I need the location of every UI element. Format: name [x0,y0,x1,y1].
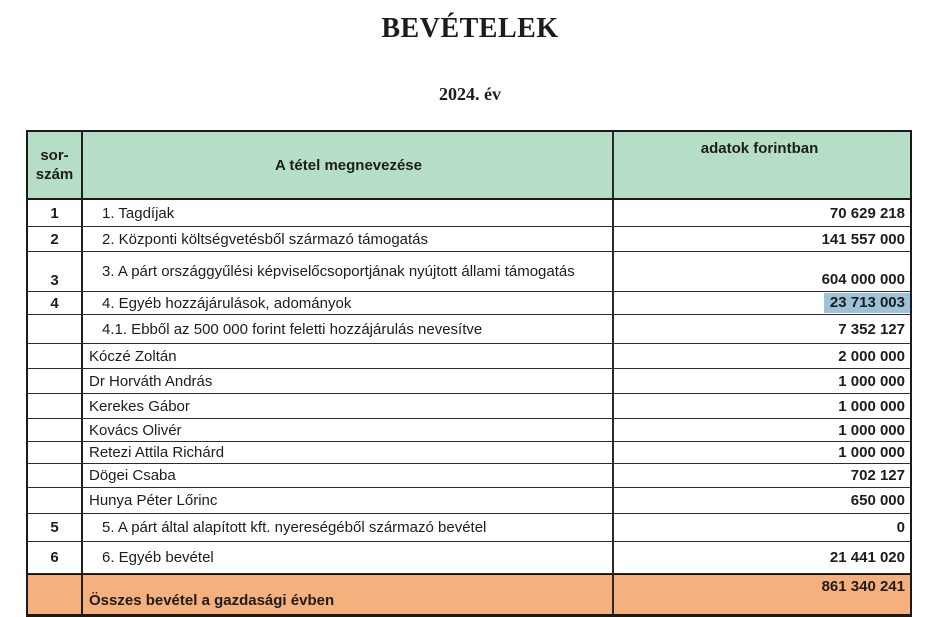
amount-cell: 70 629 218 [829,204,905,222]
row-number-cell: 6 [28,542,83,573]
table-row [28,200,910,227]
table-row [28,315,910,344]
table-row [28,227,910,252]
total-label-cell: Összes bevétel a gazdasági évben [83,575,614,614]
header-amount-unit: adatok forintban [700,140,819,157]
table-row [28,369,910,394]
amount-cell: 21 441 020 [829,549,905,566]
item-cell: 3. A párt országgyűlési képviselőcsoportjának nyújtott állami támogatás [83,252,614,291]
row-number-cell [28,442,83,463]
item-cell: 2. Központi költségvetésből származó támogatás [83,227,614,251]
row-number-cell [28,315,83,343]
revenue-table [26,130,912,617]
amount-cell: 1 000 000 [838,397,905,415]
row-number-cell: 5 [28,514,83,541]
total-row [28,574,910,614]
table-row [28,394,910,419]
amount-cell [614,292,910,314]
row-number-cell [28,464,83,487]
table-row [28,488,910,514]
row-number-cell: 1 [28,200,83,226]
row-number-cell [28,419,83,441]
item-cell: 1. Tagdíjak [83,200,614,226]
row-number-cell [28,344,83,368]
item-cell: 6. Egyéb bevétel [83,542,614,573]
item-cell: 4. Egyéb hozzájárulások, adományok [83,292,614,314]
row-number-cell: 2 [28,227,83,251]
table-row [28,442,910,464]
total-amount-cell: 861 340 241 [821,578,905,595]
item-cell: Kovács Olivér [83,419,614,441]
amount-cell: 604 000 000 [821,271,905,288]
amount-cell: 1 000 000 [838,444,905,461]
row-number-cell [28,394,83,418]
row-number-cell: 4 [28,292,83,314]
row-number-cell [28,488,83,513]
table-row [28,292,910,315]
item-cell: Retezi Attila Richárd [83,442,614,463]
row-number-cell [28,575,83,614]
item-cell: 4.1. Ebből az 500 000 forint feletti hozzájárulás nevesítve [83,315,614,343]
row-number-cell [28,369,83,393]
header-item-name: A tétel megnevezése [83,132,614,198]
table-row [28,344,910,369]
amount-cell: 1 000 000 [838,421,905,439]
item-cell: 5. A párt által alapított kft. nyereségéből származó bevétel [83,514,614,541]
amount-cell: 0 [896,519,905,536]
amount-cell: 702 127 [850,467,905,484]
item-cell: Dr Horváth András [83,369,614,393]
document-title: BEVÉTELEK [381,13,559,44]
year-subtitle: 2024. év [439,84,501,104]
amount-cell: 1 000 000 [838,372,905,390]
item-cell: Hunya Péter Lőrinc [83,488,614,513]
amount-cell: 650 000 [850,492,905,509]
table-row [28,464,910,488]
item-cell: Kóczé Zoltán [83,344,614,368]
header-serial-number: sor- szám [28,132,83,198]
table-header-row [28,132,910,200]
item-cell: Kerekes Gábor [83,394,614,418]
item-cell: Dögei Csaba [83,464,614,487]
table-row [28,514,910,542]
row-number-cell: 3 [28,252,83,291]
table-row [28,419,910,442]
amount-cell: 7 352 127 [838,320,905,338]
highlighted-amount: 23 713 003 [824,293,910,313]
amount-cell: 141 557 000 [821,230,905,248]
table-row [28,542,910,574]
table-row [28,252,910,292]
amount-cell: 2 000 000 [838,347,905,365]
